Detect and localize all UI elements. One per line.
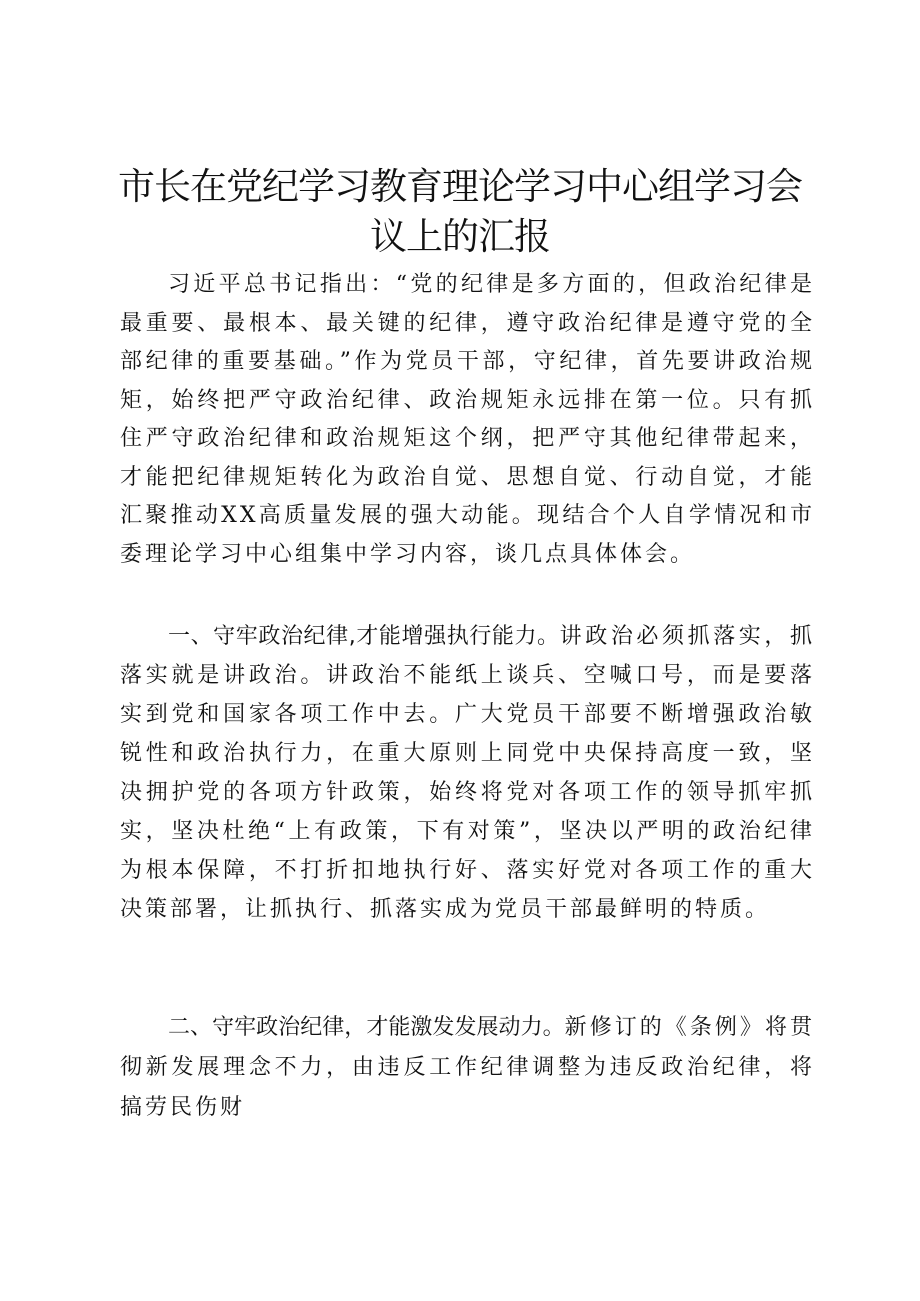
- section-two-text: 新修订的《条例》将贯彻新发展理念不力，由违反工作纪律调整为违反政治纪律，将搞劳民伤财: [120, 1015, 815, 1120]
- document-title: 市长在党纪学习教育理论学习中心组学习会议上的汇报: [118, 165, 802, 258]
- section-two-paragraph: [120, 1008, 815, 1128]
- section-one-heading: 一、守牢政治纪律,才能增强执行能力。: [168, 624, 560, 649]
- intro-paragraph: [120, 266, 815, 574]
- section-one-paragraph: [120, 617, 815, 929]
- section-one-text: 讲政治必须抓落实，抓落实就是讲政治。讲政治不能纸上谈兵、空喊口号，而是要落实到党和国家各项工作中去。广大党员干部要不断增强政治敏锐性和政治执行力，在重大原则上同党中央保持高度一致，坚决拥护党的各项方针政策，始终将党对各项工作的领导抓牢抓实，坚决杜绝“上有政策，下有对策”，坚决以严明的政治纪律为根本保障，不打折扣地执行好、落实好党对各项工作的重大决策部署，让抓执行、抓落实成为党员干部最鲜明的特质。: [120, 624, 815, 922]
- section-two-heading: 二、守牢政治纪律，才能激发发展动力。: [168, 1015, 565, 1040]
- intro-paragraph-text: 习近平总书记指出：“党的纪律是多方面的，但政治纪律是最重要、最根本、最关键的纪律，遵守政治纪律是遵守党的全部纪律的重要基础。”作为党员干部，守纪律，首先要讲政治规矩，始终把严守政治纪律、政治规矩永远排在第一位。只有抓住严守政治纪律和政治规矩这个纲，把严守其他纪律带起来，才能把纪律规矩转化为政治自觉、思想自觉、行动自觉，才能汇聚推动XX高质量发展的强大动能。现结合个人自学情况和市委理论学习中心组集中学习内容，谈几点具体体会。: [120, 272, 815, 567]
